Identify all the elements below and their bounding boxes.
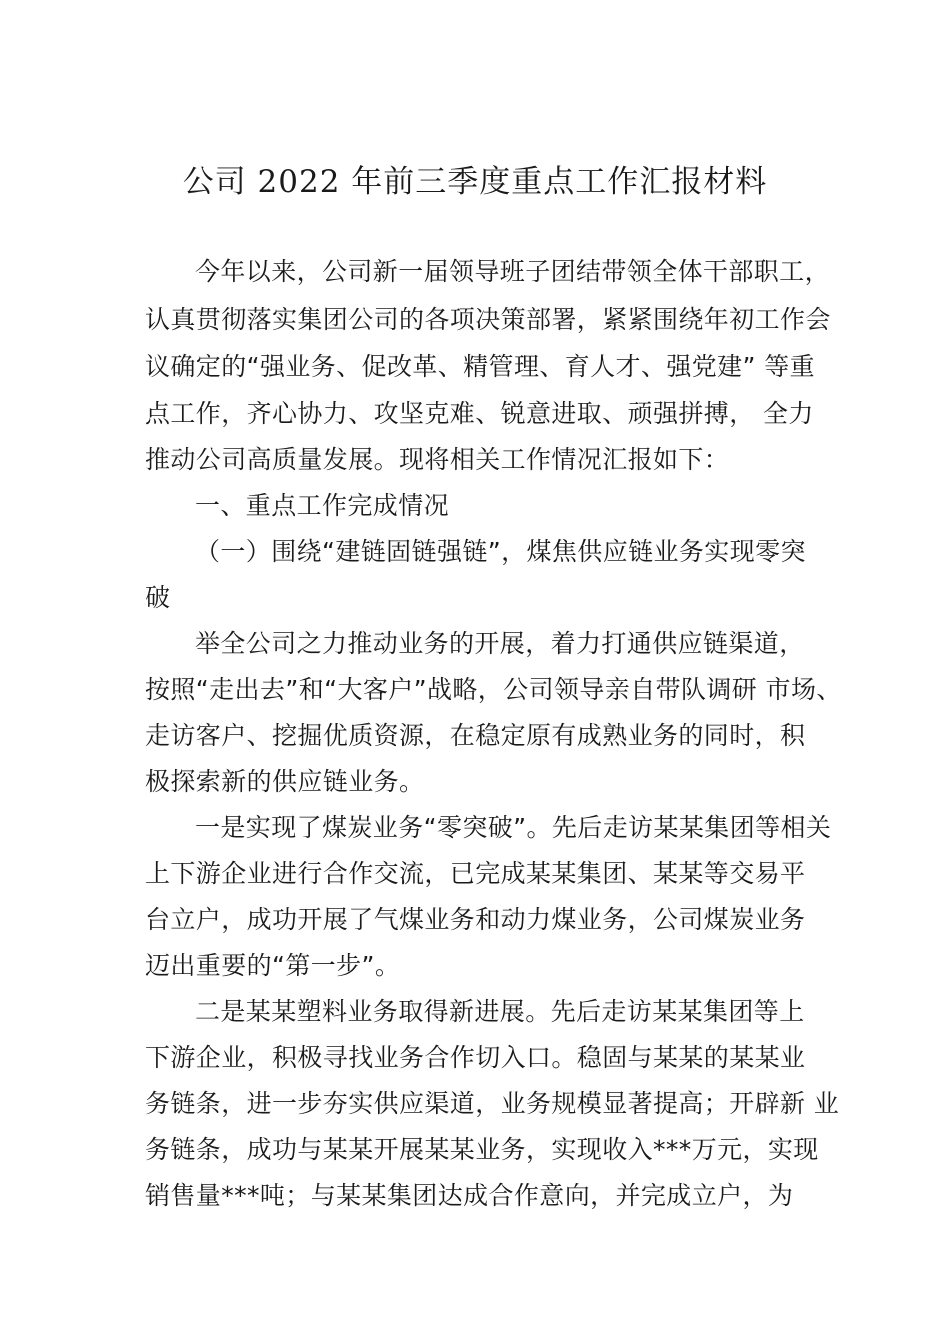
- section-heading: 一、重点工作完成情况: [195, 491, 450, 520]
- paragraph-line: 下游企业，积极寻找业务合作切入口。稳固与某某的某某业: [145, 1043, 806, 1072]
- document-title: 公司 2022 年前三季度重点工作汇报材料: [182, 164, 768, 200]
- paragraph-line: 按照“走出去”和“大客户”战略，公司领导亲自带队调研 市场、: [145, 675, 842, 704]
- paragraph-line: 销售量***吨；与某某集团达成合作意向，并完成立户，为: [145, 1181, 794, 1210]
- paragraph-line: 一是实现了煤炭业务“零突破”。先后走访某某集团等相关: [195, 813, 832, 842]
- paragraph-line: 推动公司高质量发展。现将相关工作情况汇报如下：: [145, 445, 730, 474]
- paragraph-line: 上下游企业进行合作交流，已完成某某集团、某某等交易平: [145, 859, 806, 888]
- paragraph-line: 走访客户、挖掘优质资源，在稳定原有成熟业务的同时，积: [145, 721, 806, 750]
- paragraph-line: 台立户，成功开展了气煤业务和动力煤业务，公司煤炭业务: [145, 905, 806, 934]
- paragraph-line: 认真贯彻落实集团公司的各项决策部署，紧紧围绕年初工作会: [145, 305, 831, 334]
- paragraph-line: 迈出重要的“第一步”。: [145, 951, 401, 980]
- paragraph-line: 二是某某塑料业务取得新进展。先后走访某某集团等上: [195, 997, 805, 1026]
- paragraph-line: 今年以来，公司新一届领导班子团结带领全体干部职工，: [195, 257, 831, 286]
- paragraph-line: 举全公司之力推动业务的开展，着力打通供应链渠道，: [195, 629, 805, 658]
- subsection-heading: （一）围绕“建链固链强链”，煤焦供应链业务实现零突: [195, 537, 806, 566]
- paragraph-line: 点工作，齐心协力、攻坚克难、锐意进取、顽强拼搏， 全力: [145, 399, 814, 428]
- paragraph-line: 务链条，成功与某某开展某某业务，实现收入***万元，实现: [145, 1135, 819, 1164]
- paragraph-line: 务链条，进一步夯实供应渠道，业务规模显著提高；开辟新 业: [145, 1089, 840, 1118]
- paragraph-line: 议确定的“强业务、促改革、精管理、育人才、强党建” 等重: [145, 352, 816, 381]
- subsection-heading-continued: 破: [145, 583, 171, 612]
- paragraph-line: 极探索新的供应链业务。: [145, 767, 425, 796]
